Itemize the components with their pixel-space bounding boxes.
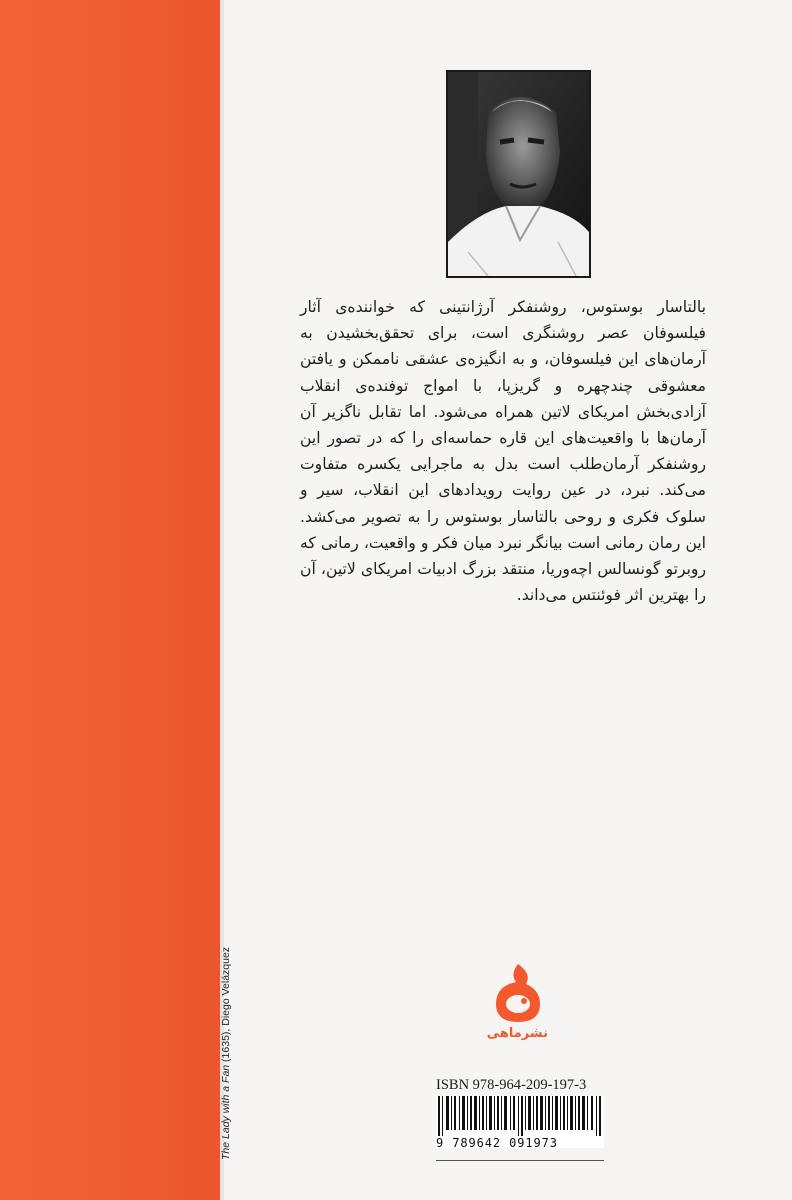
painting-title: The Lady with a Fan: [220, 1064, 232, 1160]
author-portrait-icon: [448, 72, 589, 276]
publisher-name: نشرماهی: [486, 1026, 548, 1041]
barcode-underline: [436, 1160, 604, 1161]
orange-spine-band: [0, 0, 220, 1200]
fish-logo-icon: [488, 960, 548, 1026]
author-photo: [446, 70, 591, 278]
barcode-bars-icon: [436, 1096, 604, 1136]
cover-art-credit: [220, 947, 232, 1160]
barcode-digits: 9 789642 091973: [436, 1136, 558, 1150]
painting-details: (1635), Diego Velázquez: [220, 946, 232, 1065]
book-blurb: بالتاسار بوستوس، روشنفکر آرژانتینی که خواننده‌ی آثار فیلسوفان عصر روشنگری است، برای تحقق‌بخشیدن به آرمان‌های این فیلسوفان، و به انگیزه‌ی عشقی ناممکن و یافتن معشوقی چندچهره و گریزپا، با امواج توفنده‌ی انقلاب آزادی‌بخش امریکای لاتین همراه می‌شود. اما تقابل ناگزیر آن آرمان‌ها با واقعیت‌های این قاره حماسه‌ای را که در تصور این روشنفکر آرمان‌طلب است بدل به ماجرایی یکسره متفاوت می‌کند. نبرد، در عین روایت رویدادهای این انقلاب، سیر و سلوک فکری و روحی بالتاسار بوستوس را به تصویر می‌کشد. این رمان رمانی است بیانگر نبرد میان فکر و واقعیت، رمانی که روبرتو گونسالس اچه‌وریا، منتقد بزرگ ادبیات امریکای لاتین، آن را بهترین اثر فوئنتس می‌داند.: [300, 298, 706, 605]
isbn-label: ISBN 978-964-209-197-3: [436, 1077, 587, 1093]
publisher-logo: [488, 960, 548, 1055]
